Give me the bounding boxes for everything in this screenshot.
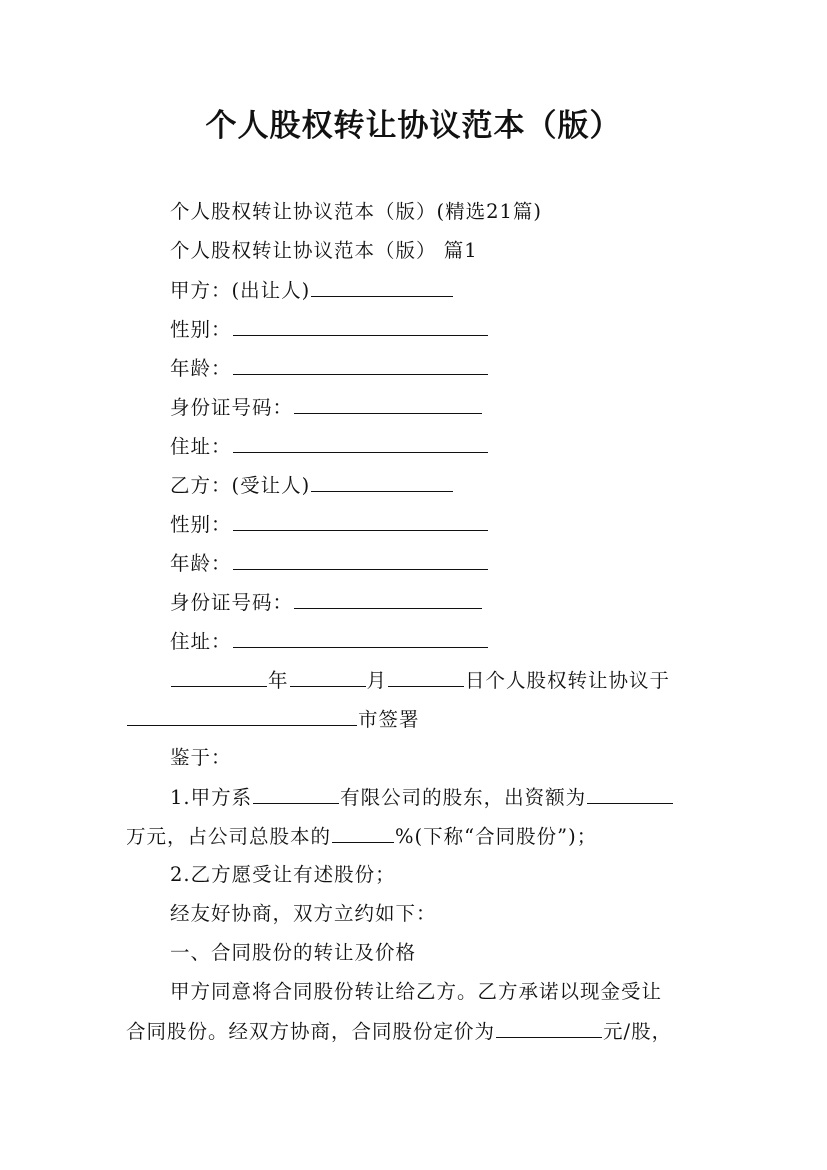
year-blank: [171, 668, 267, 687]
party-a-address-line: [170, 434, 489, 459]
month-blank: [290, 668, 366, 687]
party-a-gender-line: [170, 317, 489, 342]
party-a-gender-label: 性别：: [170, 318, 232, 341]
clause-1-line-1: [170, 785, 674, 810]
share-percent-blank: [332, 824, 394, 843]
signing-date-line: [170, 668, 670, 693]
party-b-id-label: 身份证号码：: [170, 591, 294, 614]
party-b-address-label: 住址：: [170, 630, 232, 653]
party-a-label: 甲方：(出让人): [170, 279, 311, 302]
whereas-heading: 鉴于：: [170, 746, 232, 769]
clause-1-part-1: 1.甲方系: [170, 786, 253, 809]
section-1-text-line-2: [126, 1019, 672, 1044]
article-heading: 个人股权转让协议范本（版） 篇1: [170, 239, 478, 262]
signing-city-line: [126, 707, 420, 732]
party-a-name-blank: [311, 278, 453, 297]
party-a-address-label: 住址：: [170, 435, 232, 458]
party-b-gender-blank: [233, 512, 488, 531]
party-b-age-label: 年龄：: [170, 552, 232, 575]
agreement-intro: 经友好协商，双方立约如下：: [170, 902, 437, 925]
clause-1-line-2: [126, 824, 597, 849]
party-a-age-blank: [233, 356, 488, 375]
party-b-id-line: [170, 590, 483, 615]
clause-1-part-4: %(下称“合同股份”)；: [395, 825, 598, 848]
party-b-gender-line: [170, 512, 489, 537]
price-per-share-blank: [496, 1019, 602, 1038]
year-label: 年: [268, 669, 289, 692]
city-blank: [127, 707, 357, 726]
party-b-id-blank: [294, 590, 482, 609]
capital-amount-blank: [587, 785, 673, 804]
city-text: 市签署: [358, 708, 420, 731]
clause-1-part-3: 万元，占公司总股本的: [126, 825, 332, 848]
section-1-heading: 一、合同股份的转让及价格: [170, 941, 417, 964]
party-b-address-blank: [233, 629, 488, 648]
company-name-blank: [253, 785, 339, 804]
party-b-age-blank: [233, 551, 488, 570]
month-label: 月: [366, 669, 388, 692]
party-a-id-blank: [294, 395, 482, 414]
party-a-line: [170, 278, 454, 303]
document-subtitle: 个人股权转让协议范本（版）(精选21篇): [170, 200, 543, 223]
section-1-text-part-a: 合同股份。经双方协商，合同股份定价为: [126, 1020, 496, 1043]
day-text: 日个人股权转让协议于: [465, 669, 671, 692]
party-b-label: 乙方：(受让人): [170, 474, 311, 497]
day-blank: [388, 668, 464, 687]
party-a-id-label: 身份证号码：: [170, 396, 294, 419]
party-b-address-line: [170, 629, 489, 654]
party-b-line: [170, 473, 454, 498]
section-1-text-line-1: 甲方同意将合同股份转让给乙方。乙方承诺以现金受让: [170, 980, 663, 1003]
party-b-gender-label: 性别：: [170, 513, 232, 536]
section-1-text-part-b: 元/股，: [603, 1020, 673, 1043]
party-a-age-label: 年龄：: [170, 357, 232, 380]
clause-1-part-2: 有限公司的股东，出资额为: [340, 786, 587, 809]
document-title: 个人股权转让协议范本（版）: [205, 108, 622, 144]
party-a-gender-blank: [233, 317, 488, 336]
party-a-age-line: [170, 356, 489, 381]
party-a-id-line: [170, 395, 483, 420]
clause-2: 2.乙方愿受让有述股份；: [170, 863, 396, 886]
party-b-name-blank: [311, 473, 453, 492]
party-a-address-blank: [233, 434, 488, 453]
party-b-age-line: [170, 551, 489, 576]
